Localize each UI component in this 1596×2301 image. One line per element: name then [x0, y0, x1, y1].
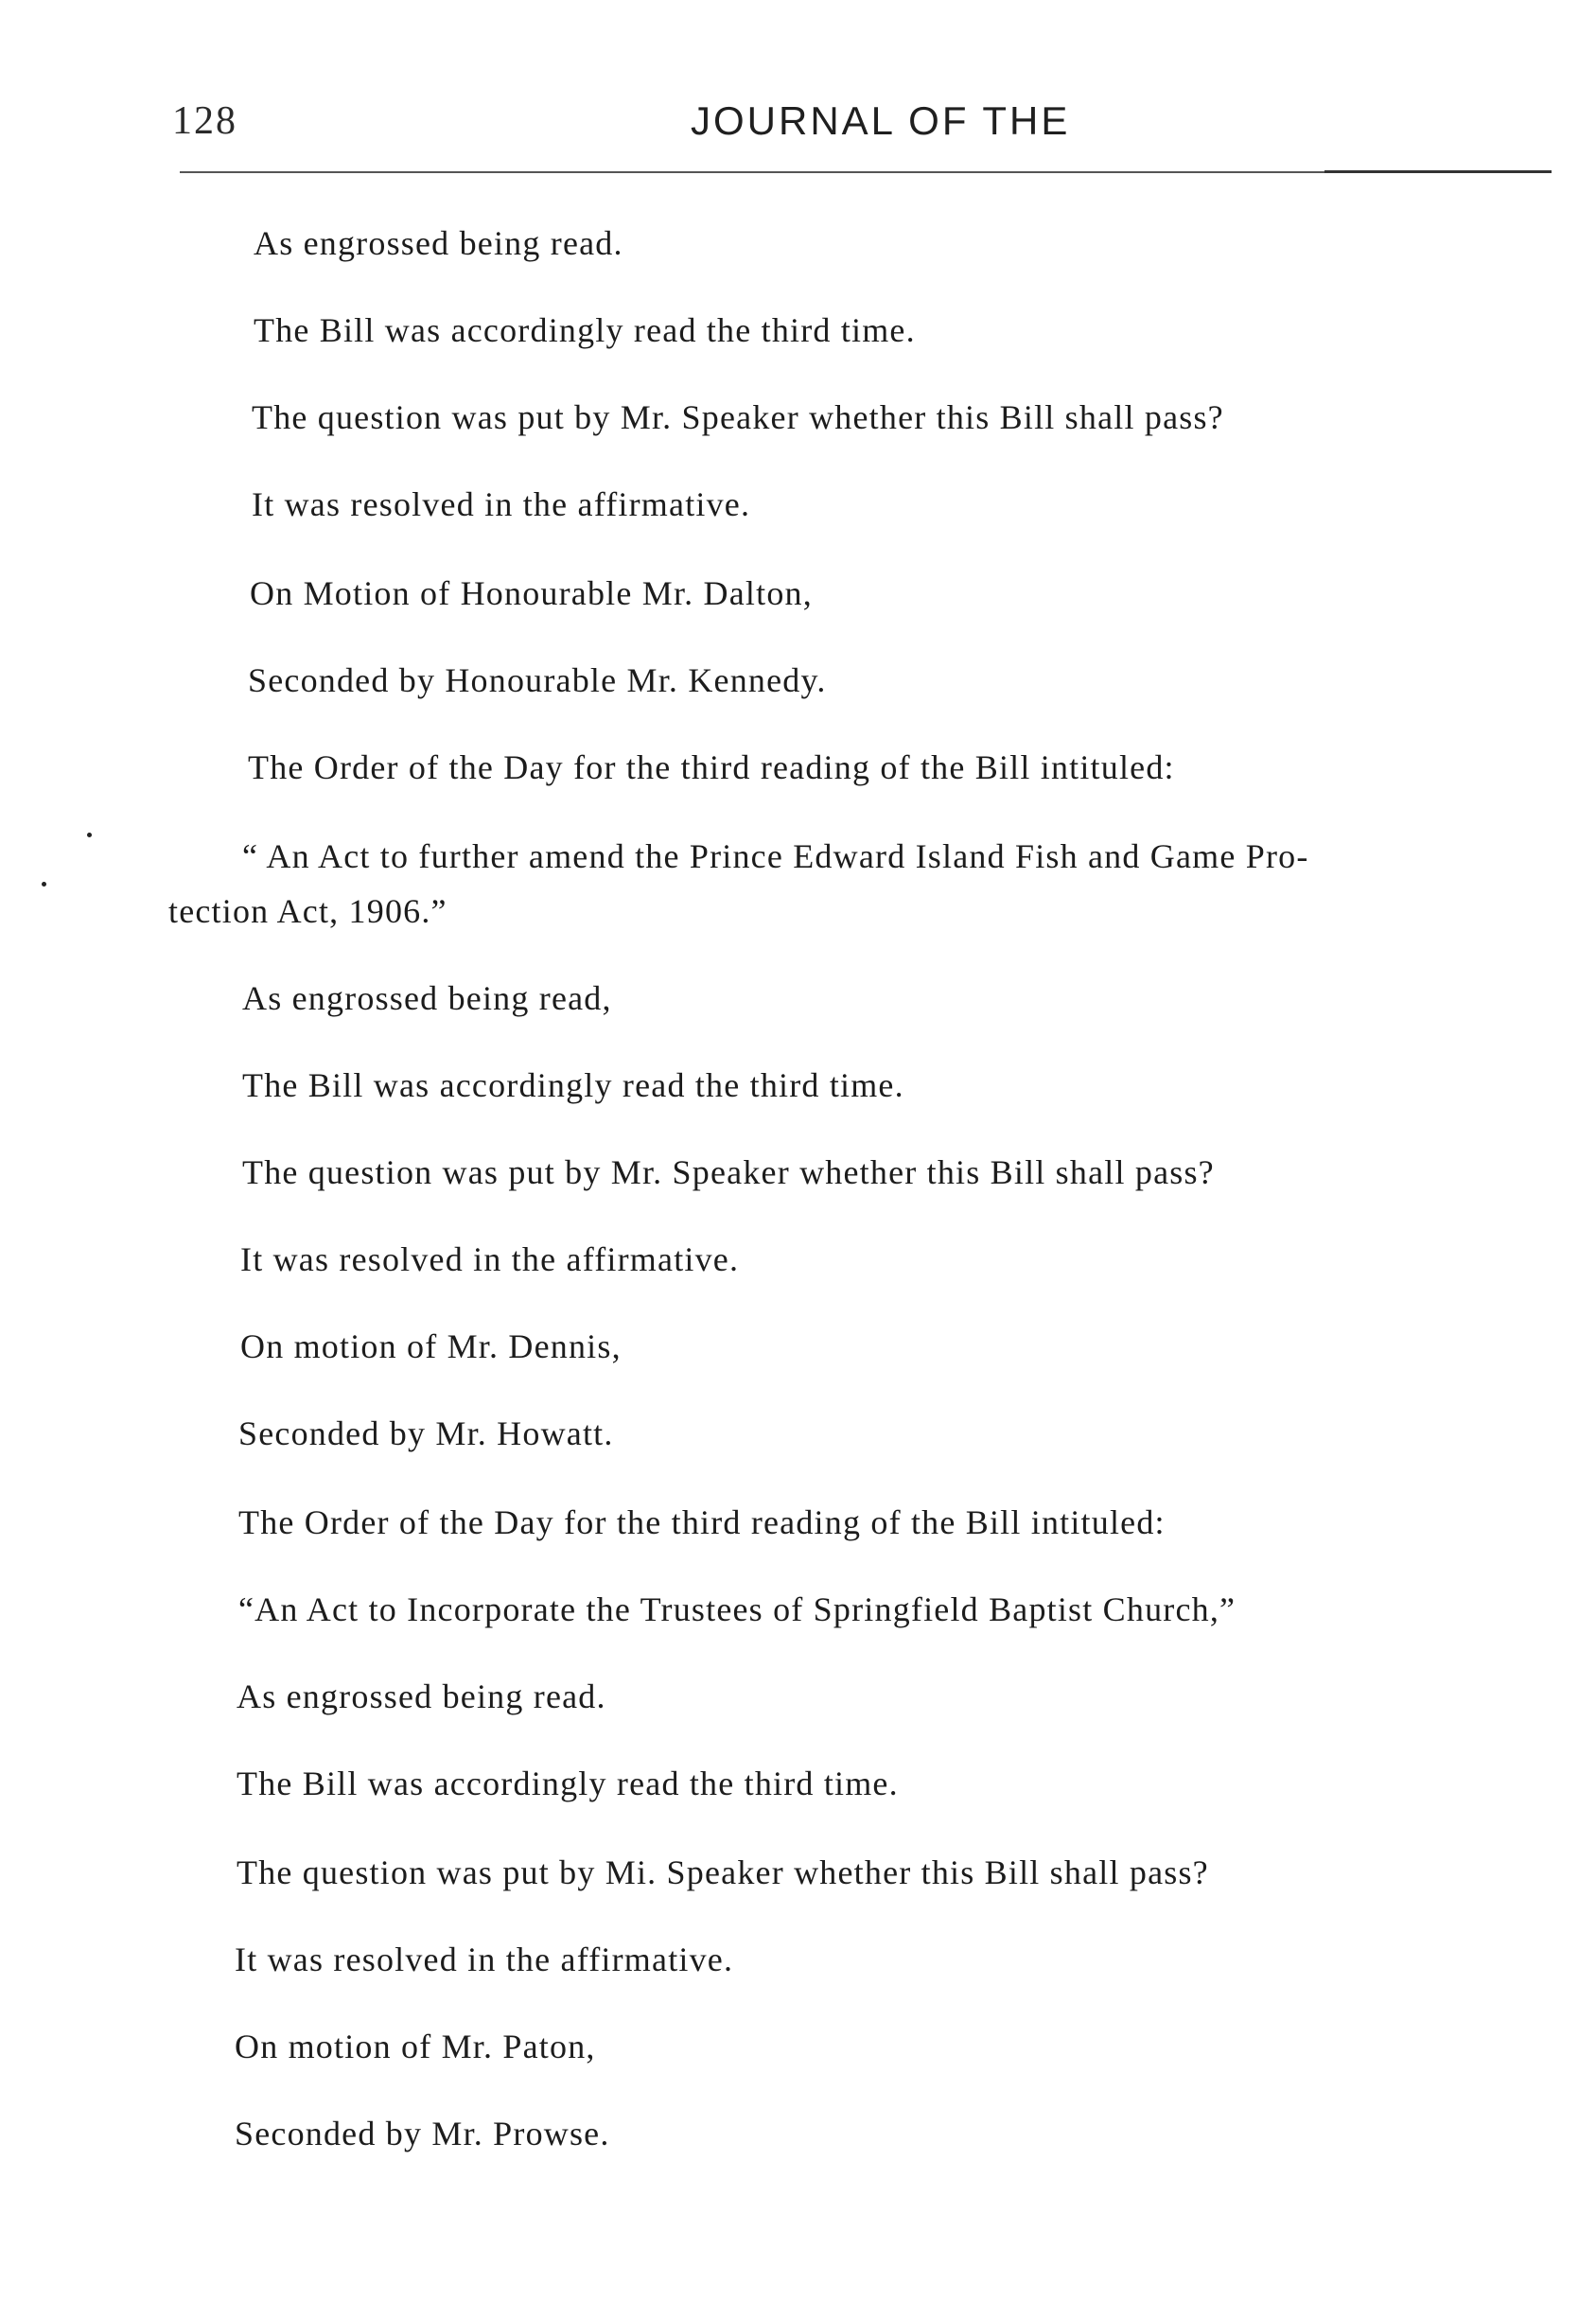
text-line: It was resolved in the affirmative.: [252, 485, 751, 523]
text-line: The question was put by Mr. Speaker whether this Bill shall pass?: [242, 1153, 1215, 1191]
text-line: The question was put by Mr. Speaker whether this Bill shall pass?: [252, 398, 1224, 436]
page-number: 128: [172, 99, 237, 143]
text-line: Seconded by Mr. Howatt.: [238, 1414, 614, 1452]
text-line: The Bill was accordingly read the third time.: [242, 1066, 904, 1104]
text-line: Seconded by Mr. Prowse.: [235, 2115, 610, 2152]
running-head: JOURNAL OF THE: [691, 98, 1071, 143]
text-line: As engrossed being read,: [242, 979, 612, 1017]
text-line: The Order of the Day for the third reading of the Bill intituled:: [238, 1503, 1166, 1541]
text-line: As engrossed being read.: [254, 224, 623, 262]
text-line: As engrossed being read.: [237, 1677, 606, 1715]
text-line: “An Act to Incorporate the Trustees of Springfield Baptist Church,”: [238, 1590, 1236, 1628]
text-line: “ An Act to further amend the Prince Edward Island Fish and Game Pro-: [242, 837, 1309, 875]
text-line: Seconded by Honourable Mr. Kennedy.: [248, 661, 827, 699]
margin-speck: [42, 882, 46, 887]
text-line: tection Act, 1906.”: [168, 892, 447, 930]
text-line: The Bill was accordingly read the third time.: [237, 1765, 899, 1802]
text-line: On Motion of Honourable Mr. Dalton,: [250, 574, 813, 612]
text-line: It was resolved in the affirmative.: [240, 1240, 740, 1278]
text-line: On motion of Mr. Dennis,: [240, 1327, 622, 1365]
text-line: On motion of Mr. Paton,: [235, 2028, 596, 2065]
text-line: It was resolved in the affirmative.: [235, 1941, 734, 1978]
text-line: The question was put by Mi. Speaker whether this Bill shall pass?: [237, 1853, 1209, 1891]
margin-speck: [87, 833, 92, 837]
text-line: The Bill was accordingly read the third time.: [254, 311, 916, 349]
text-line: The Order of the Day for the third reading of the Bill intituled:: [248, 748, 1175, 786]
